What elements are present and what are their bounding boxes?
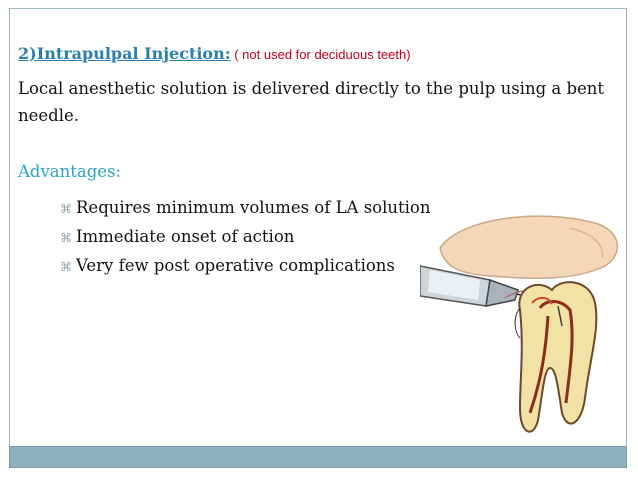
advantages-label: Advantages:	[18, 162, 122, 181]
heading-note: ( not used for deciduous teeth)	[230, 47, 411, 62]
description-text: Local anesthetic solution is delivered directly to the pulp using a bent needle.	[18, 79, 605, 125]
list-item	[60, 251, 430, 280]
tooth-icon	[519, 282, 596, 431]
advantages-list	[60, 193, 430, 280]
tooth-injection-illustration	[420, 208, 630, 448]
advantage-text: Very few post operative complications	[76, 256, 395, 275]
bullet-icon: ⌘	[60, 202, 72, 216]
list-item	[60, 222, 430, 251]
footer-band	[9, 446, 627, 468]
advantage-text: Immediate onset of action	[76, 227, 295, 246]
thumb-shape	[440, 216, 617, 278]
advantage-text: Requires minimum volumes of LA solution	[76, 198, 431, 217]
bullet-icon: ⌘	[60, 231, 72, 245]
list-item	[60, 193, 430, 222]
bullet-icon: ⌘	[60, 260, 72, 274]
slide-heading	[18, 44, 411, 63]
heading-title: 2)Intrapulpal Injection:	[18, 44, 231, 63]
